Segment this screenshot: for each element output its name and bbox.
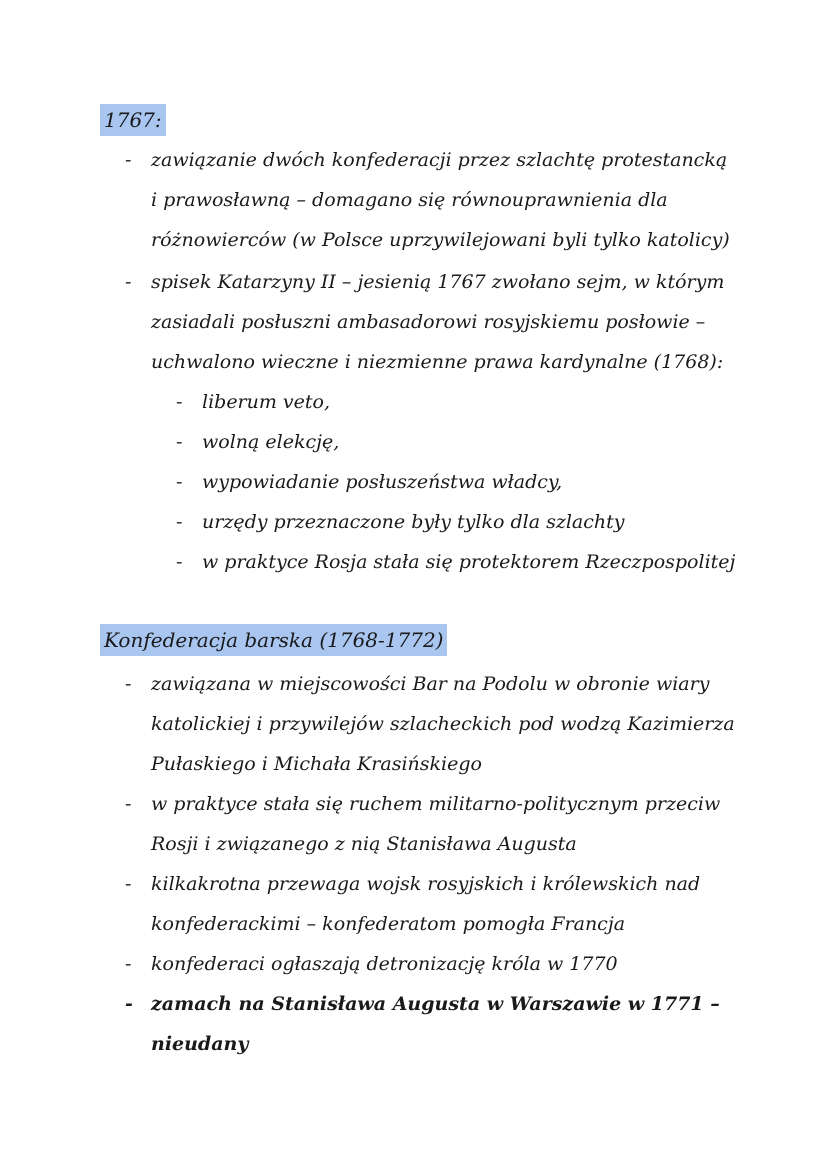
sub-list-item [176,462,736,502]
list-item-bold [125,984,735,1064]
sub-list-item-text: liberum veto, [202,391,331,413]
section-heading-1767: 1767: [100,104,166,136]
sub-list-item [176,502,736,542]
list-item [125,784,735,864]
bullet-dash: - [125,271,132,293]
list-item-text: w praktyce stała się ruchem militarno-politycznym przeciw Rosji i związanego z nią Stanisława Augusta [151,793,721,855]
list-item-text: zawiązanie dwóch konfederacji przez szlachtę protestancką i prawosławną – domagano się równouprawnienia dla różnowierców (w Polsce uprzywilejowani byli tylko katolicy) [151,149,730,251]
list-item-text: konfederaci ogłaszają detronizację króla w 1770 [151,953,618,975]
list-item [125,864,735,944]
bullet-dash: - [176,551,183,573]
sub-list-item-text: w praktyce Rosja stała się protektorem Rzeczpospolitej [202,551,736,573]
sub-list-item-text: wypowiadanie posłuszeństwa władcy, [202,471,563,493]
list-item-text: kilkakrotna przewaga wojsk rosyjskich i królewskich nad konfederackimi – konfederatom pomogła Francja [151,873,701,935]
list-item [125,664,735,784]
bullet-dash: - [176,511,183,533]
list-item [125,262,735,382]
list-item-text: zawiązana w miejscowości Bar na Podolu w obronie wiary katolickiej i przywilejów szlacheckich pod wodzą Kazimierza Pułaskiego i Michała Krasińskiego [151,673,735,775]
bullet-dash: - [176,391,183,413]
bullet-dash: - [125,793,132,815]
bullet-dash: - [125,873,132,895]
bullet-dash: - [125,149,132,171]
bullet-dash: - [125,993,133,1015]
bullet-dash: - [176,471,183,493]
bullet-dash: - [125,953,132,975]
sub-list-item [176,382,736,422]
sub-list-item-text: wolną elekcję, [202,431,340,453]
list-item [125,140,735,260]
section-heading-konfederacja-barska: Konfederacja barska (1768-1772) [100,624,447,656]
list-item-text: spisek Katarzyny II – jesienią 1767 zwołano sejm, w którym zasiadali posłuszni ambasadorowi rosyjskiemu posłowie – uchwalono wieczne i niezmienne prawa kardynalne (1768): [151,271,725,373]
bullet-dash: - [125,673,132,695]
bullet-dash: - [176,431,183,453]
list-item-text: zamach na Stanisława Augusta w Warszawie w 1771 – nieudany [151,993,720,1055]
sub-list-item [176,422,736,462]
sub-list-item-text: urzędy przeznaczone były tylko dla szlachty [202,511,625,533]
sub-list-item [176,542,736,582]
list-item [125,944,735,984]
